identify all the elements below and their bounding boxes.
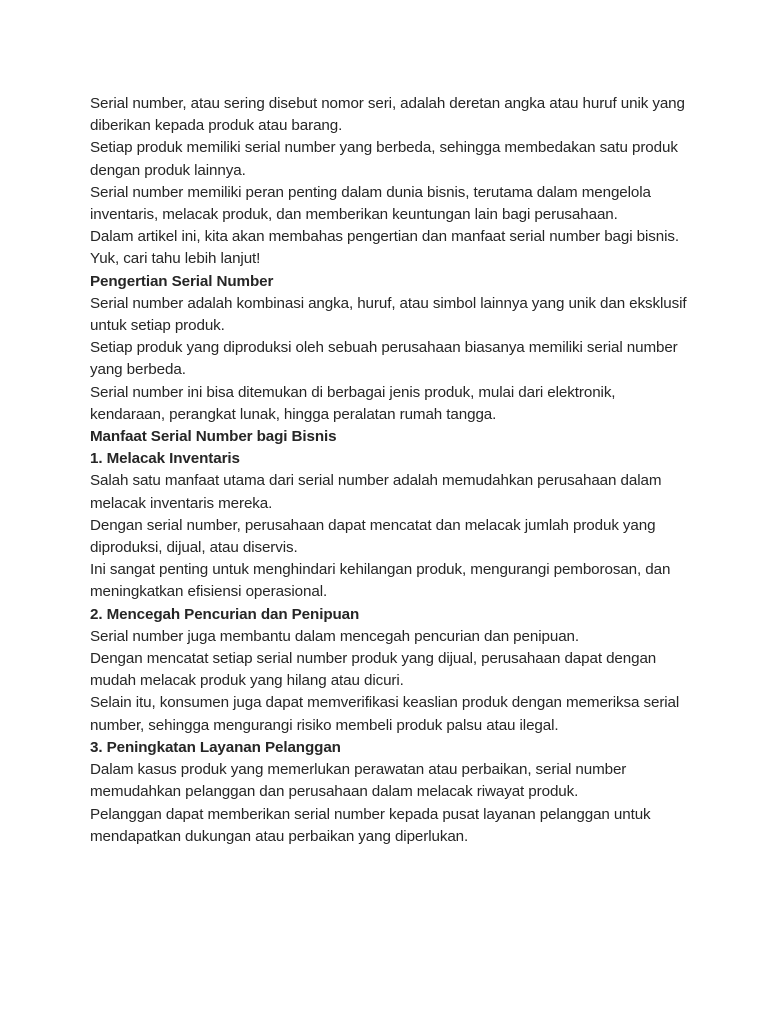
pengertian-heading: Pengertian Serial Number — [90, 272, 274, 290]
section-3-paragraph-2: Pelanggan dapat memberikan serial number kepada pusat layanan pelanggan untuk mendapatkan dukungan atau perbaikan yang diperlukan. — [90, 805, 651, 845]
intro-paragraph-2: Setiap produk memiliki serial number yang berbeda, sehingga membedakan satu produk dengan produk lainnya. — [90, 139, 678, 179]
section-2-paragraph-1: Serial number juga membantu dalam mencegah pencurian dan penipuan. — [90, 627, 580, 645]
section-1-paragraph-3: Ini sangat penting untuk menghindari kehilangan produk, mengurangi pemborosan, dan meningkatkan efisiensi operasional. — [90, 561, 671, 601]
section-1-paragraph-2: Dengan serial number, perusahaan dapat mencatat dan melacak jumlah produk yang diproduksi, dijual, atau diservis. — [90, 516, 656, 557]
intro-paragraph-3: Serial number memiliki peran penting dalam dunia bisnis, terutama dalam mengelola inventaris, melacak produk, dan memberikan keuntungan lain bagi perusahaan. — [90, 183, 651, 224]
section-1-heading: 1. Melacak Inventaris — [90, 450, 240, 468]
manfaat-heading: Manfaat Serial Number bagi Bisnis — [90, 428, 337, 446]
intro-paragraph-4: Dalam artikel ini, kita akan membahas pengertian dan manfaat serial number bagi bisnis. Yuk, cari tahu lebih lanjut! — [90, 228, 679, 268]
document-page — [90, 93, 690, 848]
section-2-heading: 2. Mencegah Pencurian dan Penipuan — [90, 605, 360, 623]
section-1-paragraph-1: Salah satu manfaat utama dari serial number adalah memudahkan perusahaan dalam melacak inventaris mereka. — [90, 472, 662, 512]
section-3-paragraph-1: Dalam kasus produk yang memerlukan perawatan atau perbaikan, serial number memudahkan pelanggan dan perusahaan dalam melacak riwayat produk. — [90, 761, 627, 801]
section-2-paragraph-2: Dengan mencatat setiap serial number produk yang dijual, perusahaan dapat dengan mudah melacak produk yang hilang atau dicuri. — [90, 650, 657, 690]
pengertian-paragraph-2: Setiap produk yang diproduksi oleh sebuah perusahaan biasanya memiliki serial number yang berbeda. — [90, 339, 678, 379]
pengertian-paragraph-1: Serial number adalah kombinasi angka, huruf, atau simbol lainnya yang unik dan eksklusif untuk setiap produk. — [90, 294, 687, 335]
pengertian-paragraph-3: Serial number ini bisa ditemukan di berbagai jenis produk, mulai dari elektronik, kendaraan, perangkat lunak, hingga peralatan rumah tangga. — [90, 383, 616, 423]
intro-paragraph-1: Serial number, atau sering disebut nomor seri, adalah deretan angka atau huruf unik yang diberikan kepada produk atau barang. — [90, 95, 685, 135]
section-2-paragraph-3: Selain itu, konsumen juga dapat memverifikasi keaslian produk dengan memeriksa serial number, sehingga mengurangi risiko membeli produk palsu atau ilegal. — [90, 694, 680, 734]
section-3-heading: 3. Peningkatan Layanan Pelanggan — [90, 738, 341, 756]
